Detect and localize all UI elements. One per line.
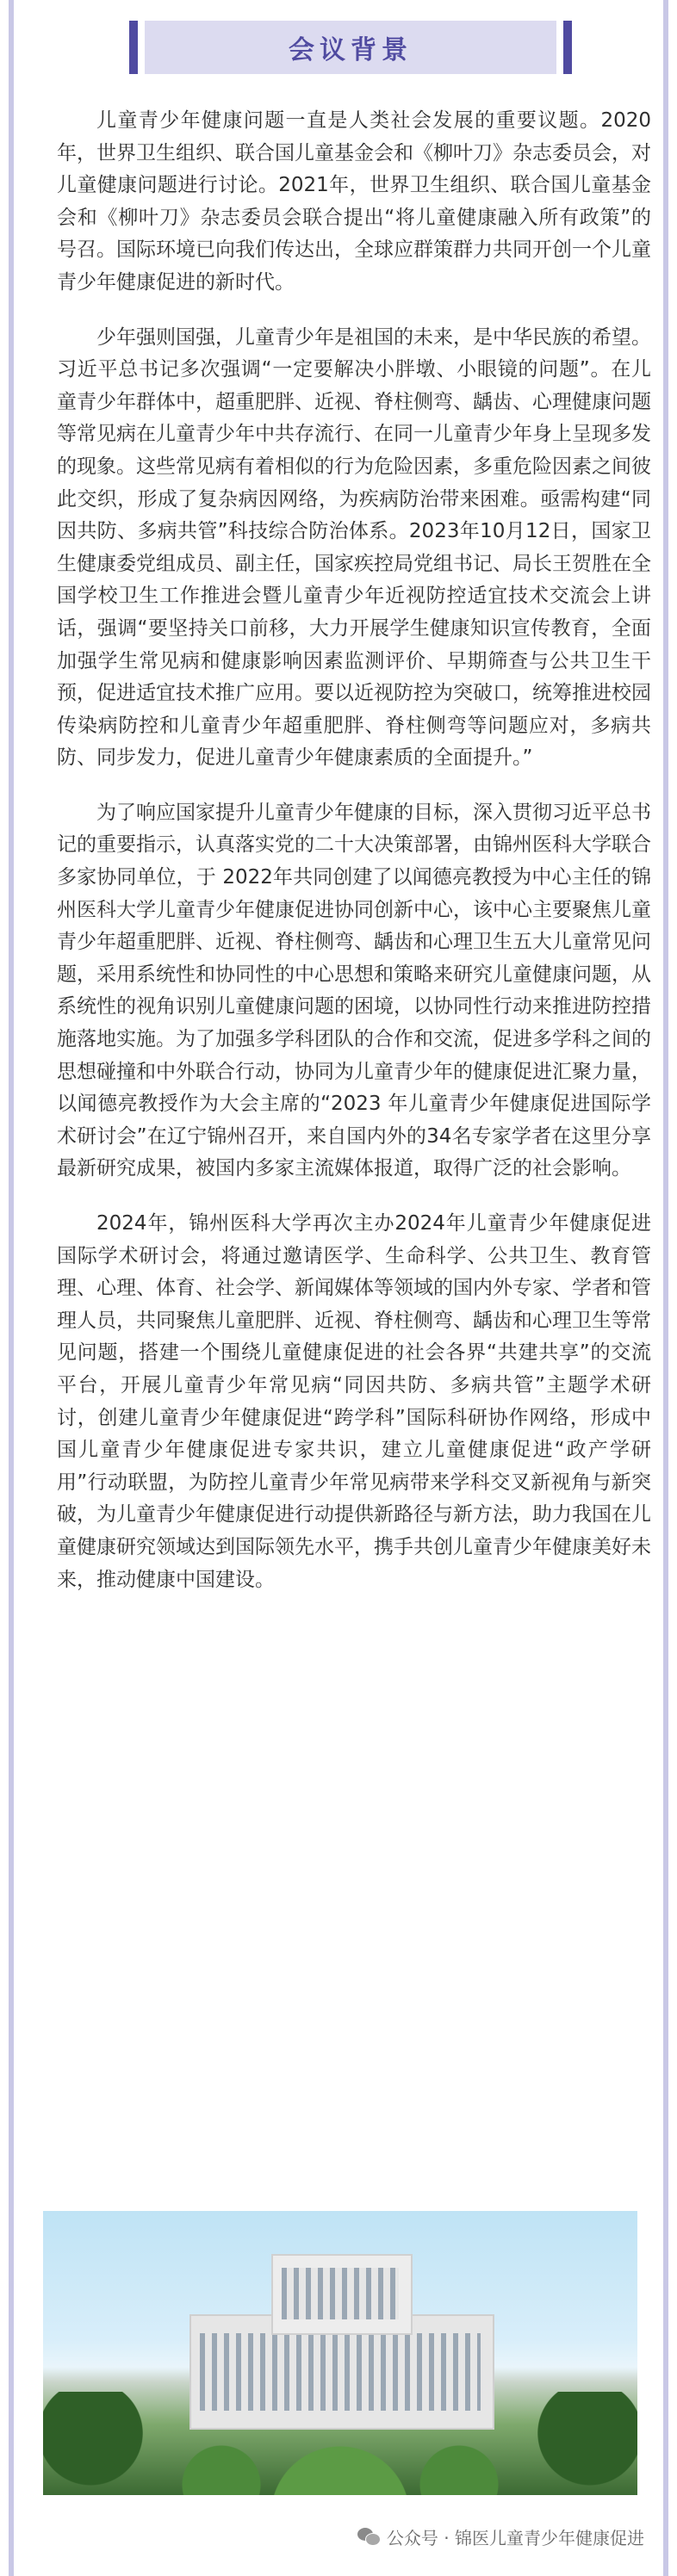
tower-windows — [282, 2268, 399, 2319]
trees — [43, 2392, 637, 2495]
paragraph-1: 儿童青少年健康问题一直是人类社会发展的重要议题。2020 年，世界卫生组织、联合国儿童基金会和《柳叶刀》杂志委员会，对儿童健康问题进行讨论。2021年，世界卫生组织、联合国儿童基金会和《柳叶刀》杂志委员会联合提出“将儿童健康融入所有政策”的号召。国际环境已向我们传达出，全球应群策群力共同开创一个儿童青少年健康促进的新时代。 — [57, 109, 651, 294]
official-account-label[interactable]: 公众号 · 锦医儿童青少年健康促进 — [386, 2527, 644, 2548]
banner-left-bar — [129, 21, 138, 74]
campus-building-photo — [43, 2211, 637, 2495]
article-body — [57, 105, 651, 1619]
section-banner — [145, 21, 556, 74]
banner-right-bar — [563, 21, 572, 74]
section-title: 会议背景 — [289, 35, 413, 65]
page-frame — [9, 0, 668, 2576]
wechat-icon — [357, 2528, 380, 2545]
paragraph-4: 2024年，锦州医科大学再次主办2024年儿童青少年健康促进国际学术研讨会，将通过邀请医学、生命科学、公共卫生、教育管理、心理、体育、社会学、新闻媒体等领域的国内外专家、学者和管理人员，共同聚焦儿童肥胖、近视、脊柱侧弯、龋齿和心理卫生等常见问题，搭建一个围绕儿童健康促进的社会各界“共建共享”的交流平台，开展儿童青少年常见病“同因共防、多病共管”主题学术研讨，创建儿童青少年健康促进“跨学科”国际科研协作网络，形成中国儿童青少年健康促进专家共识，建立儿童健康促进“政产学研用”行动联盟，为防控儿童青少年常见病带来学科交叉新视角与新突破，为儿童青少年健康促进行动提供新路径与新方法，助力我国在儿童健康研究领域达到国际领先水平，携手共创儿童青少年健康美好未来，推动健康中国建设。 — [57, 1212, 651, 1591]
building-tower — [271, 2254, 413, 2335]
footer — [0, 2497, 677, 2576]
paragraph-2: 少年强则国强，儿童青少年是祖国的未来，是中华民族的希望。习近平总书记多次强调“一定要解决小胖墩、小眼镜的问题”。在儿童青少年群体中，超重肥胖、近视、脊柱侧弯、龋齿、心理健康问题等常见病在儿童青少年中共存流行、在同一儿童青少年身上呈现多发的现象。这些常见病有着相似的行为危险因素，多重危险因素之间彼此交织，形成了复杂病因网络，为疾病防治带来困难。亟需构建“同因共防、多病共管”科技综合防治体系。2023年10月12日，国家卫生健康委党组成员、副主任，国家疾控局党组书记、局长王贺胜在全国学校卫生工作推进会暨儿童青少年近视防控适宜技术交流会上讲话，强调“要坚持关口前移，大力开展学生健康知识宣传教育，全面加强学生常见病和健康影响因素监测评价、早期筛查与公共卫生干预，促进适宜技术推广应用。要以近视防控为突破口，统筹推进校园传染病防控和儿童青少年超重肥胖、脊柱侧弯等问题应对，多病共防、同步发力，促进儿童青少年健康素质的全面提升。” — [57, 325, 651, 770]
paragraph-3: 为了响应国家提升儿童青少年健康的目标，深入贯彻习近平总书记的重要指示，认真落实党的二十大决策部署，由锦州医科大学联合多家协同单位，于 2022年共同创建了以闻德亮教授为中心主任的锦州医科大学儿童青少年健康促进协同创新中心，该中心主要聚焦儿童青少年超重肥胖、近视、脊柱侧弯、龋齿和心理卫生五大儿童常见问题，采用系统性和协同性的中心思想和策略来研究儿童健康问题，从系统性的视角识别儿童健康问题的困境，以协同性行动来推进防控措施落地实施。为了加强多学科团队的合作和交流，促进多学科之间的思想碰撞和中外联合行动，协同为儿童青少年的健康促进汇聚力量，以闻德亮教授作为大会主席的“2023 年儿童青少年健康促进国际学术研讨会”在辽宁锦州召开，来自国内外的34名专家学者在这里分享最新研究成果，被国内多家主流媒体报道，取得广泛的社会影响。 — [57, 801, 651, 1180]
